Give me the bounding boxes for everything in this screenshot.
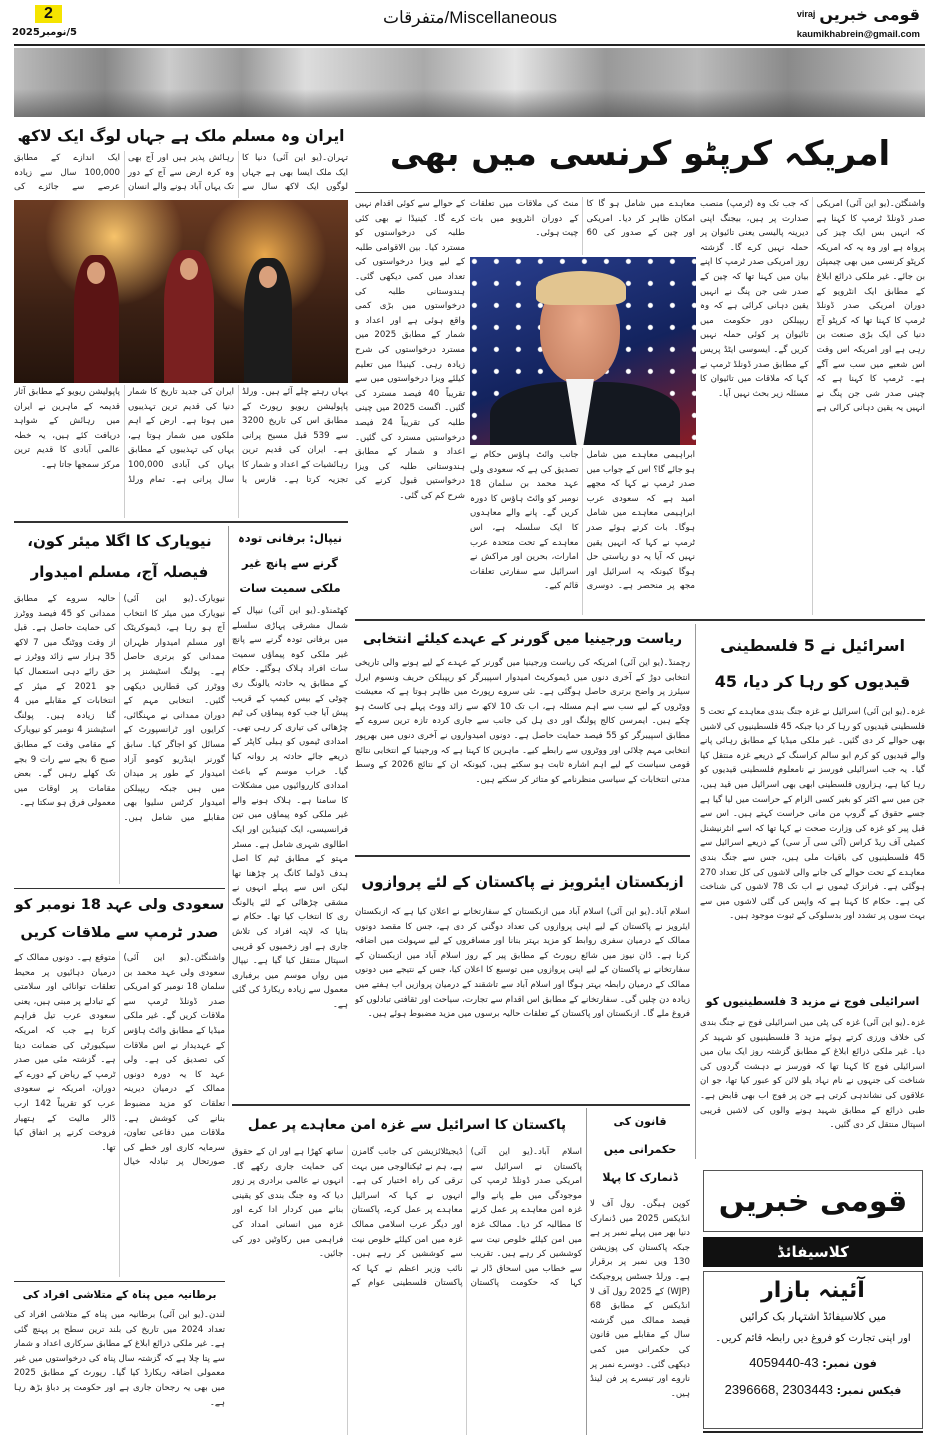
trump-headline: امریکہ کرپٹو کرنسی میں بھی [389, 134, 891, 174]
divider [14, 521, 348, 523]
ad-logo-text: قومی خبریں [718, 1183, 908, 1219]
column-rule [586, 1108, 587, 1435]
divider [14, 888, 225, 889]
trump-body-right: واشنگٹن۔(یو این آئی) امریکی صدر ڈونلڈ ٹرمپ کا کہنا ہے کہ انہیں بس ایک چیز کی پرواہ ہے اور وہ یہ کہ امریکہ کرپٹو کرنسی میں بھی چیمپئن بن جائے۔ غیر ملکی ذرائع ابلاغ کے مطابق ایک انٹرویو کے دوران امریکی صدر ڈونلڈ ٹرمپ کا کہنا تھا کہ کرپٹو آج دنیا کی ایک بڑی صنعت بن رہی ہے اور امریکہ اس وقت اس شعبے میں سب سے آگے ہے۔ ٹرمپ کا کہنا ہے کہ چینی صدر شی جن پنگ نے انہیں یہ یقین دہانی کرائی ہے کہ جب تک وہ (ٹرمپ) منصب صدارت پر ہیں، بیجنگ اپنی دیرینہ پالیسی یعنی تائیوان پر حملہ نہیں کرے گا۔ گزشتہ روز امریکی صدر ٹرمپ کا اپنے بیان میں کہنا تھا کہ چین کے صدر شی جن پنگ نے انہیں یقین دہانی کرائی ہے کہ وہ ریپبلکن دور حکومت میں تائیوان پر کوئی حملہ نہیں کریں گے۔ ایسوسی ایٹڈ پریس کے مطابق صدر ڈونلڈ ٹرمپ نے کہا کہ ملاقات میں تائیوان کا مسئلہ زیر بحث نہیں آیا۔ [700, 199, 925, 414]
iran-headline: ایران وہ مسلم ملک ہے جہاں لوگ ایک لاکھ [17, 127, 345, 145]
israel-prisoners-headline: اسرائیل نے 5 فلسطینی قیدیوں کو رہا کر دیا، 45 [714, 636, 911, 691]
column-rule [228, 526, 229, 1106]
nepal-body: کھٹمنڈو۔(یو این آئی) نیپال کے شمال مشرقی پہاڑی سلسلے میں برفانی تودہ گرنے سے پانچ غیر ملکی کوہ پیماؤں سمیت سات افراد ہلاک ہوگئے۔ حکام کے مطابق یہ حادثہ یالونگ ری چوٹی کے بیس کیمپ کے قریب پیش آیا جب کوہ پیماؤں کی ٹیم چڑھائی کی تیاری کر رہی تھی۔ امدادی ٹیموں کو ہیلی کاپٹر کے ذریعے جائے حادثہ پر روانہ کیا گیا۔ خراب موسم کے باعث امدادی کارروائیوں میں مشکلات کا سامنا ہے۔ ہلاک ہونے والے غیر ملکی کوہ پیماؤں میں تین فرانسیسی، ایک کینیڈین اور ایک اطالوی شہری شامل ہے۔ مسٹر مہتو کے مطابق ٹیم کا اصل ہدف ڈولما کانگ پر چڑھنا تھا لیکن اس سے پہلے انہوں نے مشقی چڑھائی کے لئے یالونگ ری کا انتخاب کیا تھا۔ حکام نے بتایا کہ لاپتہ افراد کی تلاش جاری ہے اور زخمیوں کو قریبی اسپتال منتقل کیا گیا ہے۔ نیپال میں رواں موسم میں برفباری معمول سے زیادہ ریکارڈ کی گئی ہے۔ [232, 606, 348, 1011]
ad-fax-label: فیکس نمبر: [836, 1384, 902, 1397]
denmark-headline: قانون کی حکمرانی میں ڈنمارک کا پہلا [602, 1115, 678, 1184]
trump-body-mid-top: معاہدے میں شامل ہو گا کا امکان ظاہر کر دیا۔ امریکی اور چین کے صدور کی 60 منٹ کی ملاقات میں تعلقات کے دوران انٹرویو میں بات چیت ہوئی۔ [470, 199, 695, 239]
classified-ad [703, 1170, 923, 1433]
trump-photo [470, 257, 696, 445]
ad-box [703, 1271, 923, 1429]
ad-logo [703, 1170, 923, 1232]
virginia-headline: ریاست ورجینیا میں گورنر کے عہدے کیلئے انتخابی [362, 631, 683, 647]
ad-title: آئینہ بازار [761, 1278, 865, 1303]
divider [14, 1281, 225, 1282]
ad-fax-number: 2396668, 2303443 [724, 1382, 834, 1397]
ad-fax [704, 1377, 922, 1404]
gaza-peace-body: اسلام آباد۔(یو این آئی) پاکستان نے اسرائیل سے امریکی صدر ڈونلڈ ٹرمپ کی موجودگی میں طے پانے والے غزہ امن معاہدے پر عمل کرنے کا مطالبہ کر دیا۔ ممالک غزہ میں امن کیلئے خلوص نیت سے کوششیں کر رہے ہیں۔ تقریب سے خطاب میں اسحاق ڈار نے کہا کہ حکومت پاکستان ڈیجیٹلائزیشن کی جانب گامزن ہے، ہم نے ٹیکنالوجی میں بہت ترقی کی راہ اختیار کی ہے۔ انہوں نے کہا کہ اسرائیل معاہدے پر عمل کرے، پاکستان اور دیگر عرب اسلامی ممالک غزہ میں امن کیلئے خلوص نیت سے کوششیں کر رہے ہیں۔ نائب وزیر اعظم نے کہا کہ پاکستان فلسطینی عوام کے ساتھ کھڑا ہے اور ان کے حقوق کی حمایت جاری رکھے گا۔ انہوں نے عالمی برادری پر زور دیا کہ وہ جنگ بندی کو یقینی بنانے میں کردار ادا کرے اور غزہ میں انسانی امداد کی فراہمی میں رکاوٹیں دور کی جائیں۔ [232, 1147, 582, 1289]
divider [355, 192, 925, 193]
ad-phone-number: 4059440-43 [749, 1355, 819, 1370]
newyork-headline: نیویارک کا اگلا میئر کون، فیصلہ آج، مسلم امیدوار [27, 532, 212, 581]
saudi-headline: سعودی ولی عہد 18 نومبر کو صدر ٹرمپ سے ملاقات کریں [14, 897, 225, 941]
iran-market-photo [14, 200, 348, 383]
israel-army-body: غزہ۔(یو این آئی) غزہ کی پٹی میں اسرائیلی فوج نے جنگ بندی کی خلاف ورزی کرتے ہوئے مزید 3 فلسطینیوں کو شہید کر دیا۔ غیر ملکی ذرائع ابلاغ کے مطابق گزشتہ روز ایک بیان میں اسرائیلی فوج کا کہنا تھا کہ فورسز نے دہشت گردوں کی شناخت کی جنہوں نے نام نہاد یلو لائن کو عبور کیا تھا، جو ان علاقوں کی نشاندہی کرتی ہے جن پر فوج اب بھی قابض ہے۔ طبی ذرائع کے مطابق شہید ہونے والوں کی لاشیں قریبی اسپتال منتقل کر دی گئیں۔ [700, 1018, 925, 1131]
contact-email: kaumikhabrein@gmail.com [796, 29, 920, 40]
column-rule [695, 624, 696, 1159]
saudi-body: واشنگٹن۔(یو این آئی) سعودی ولی عہد محمد بن سلمان 18 نومبر کو امریکی صدر ڈونلڈ ٹرمپ سے ملاقات کریں گے۔ غیر ملکی میڈیا کے مطابق وائٹ ہاؤس کے عہدیدار نے اس ملاقات کی تصدیق کی ہے۔ ولی عہد کا یہ دورہ دونوں ممالک کے درمیان دیرینہ تعلقات کو مزید مضبوط بنانے کی کوشش ہے۔ ملاقات میں دفاعی تعاون، سرمایہ کاری اور خطے کی صورتحال پر تبادلہ خیال متوقع ہے۔ دونوں ممالک کے درمیان دہائیوں پر محیط تعلقات توانائی اور سلامتی کے تبادلے پر مبنی ہیں، یعنی سعودی عرب تیل فراہم کرتا ہے جب کہ امریکہ سیکیورٹی کی ضمانت دیتا ہے۔ گزشتہ مئی میں صدر ٹرمپ کے ریاض کے دورے کے دوران، امریکہ نے سعودی عرب کو تقریباً 142 ارب ڈالر مالیت کے ہتھیار فروخت کرنے پر اتفاق کیا تھا۔ [14, 953, 225, 1168]
israel-army-headline: اسرائیلی فوج نے مزید 3 فلسطینیوں کو [705, 995, 920, 1008]
ad-phone-label: فون نمبر: [822, 1357, 877, 1370]
gaza-peace-headline: پاکستان کا اسرائیل سے غزہ امن معاہدے پر عمل [247, 1117, 567, 1133]
newyork-body: نیویارک۔(یو این آئی) نیویارک میں میئر کا انتخاب آج ہو رہا ہے، ڈیموکریٹک اور مسلم امیدوار ظہران ممدانی کو برتری حاصل ہے۔ پولنگ اسٹیشنز پر ووٹرز کی قطاریں دیکھی گئیں۔ انتخابی مہم کے دوران ممدانی نے مہنگائی، کرایوں اور ٹرانسپورٹ کے مسائل کو اجاگر کیا۔ سابق گورنر اینڈریو کومو آزاد امیدوار کے طور پر میدان میں ہیں جبکہ ریپبلکن امیدوار کرٹس سلیوا بھی مقابلے میں شامل ہیں۔ حالیہ سروے کے مطابق ممدانی کو 45 فیصد ووٹرز کی حمایت حاصل ہے۔ قبل از وقت ووٹنگ میں 7 لاکھ 35 ہزار سے زائد ووٹرز نے حق رائے دہی استعمال کیا جو 2021 کے میئر کے انتخابات کے مقابلے میں 4 گنا زیادہ ہیں۔ پولنگ اسٹیشنز 4 نومبر کو نیویارک کے مقامی وقت کے مطابق صبح 6 بجے سے رات 9 بجے تک کھلے رہیں گے۔ بعض مقامات پر اوقات میں معمولی فرق ہو سکتا ہے۔ [14, 594, 225, 823]
divider [355, 619, 925, 621]
header-rule [14, 44, 925, 46]
denmark-body: کوپن ہیگن۔ رول آف لا انڈیکس 2025 میں ڈنمارک دنیا بھر میں پہلے نمبر پر ہے جبکہ پاکستان کی پوزیشن 130 ویں نمبر پر برقرار ہے۔ ورلڈ جسٹس پروجیکٹ (WJP) کے 2025 رول آف لا انڈیکس کے مطابق 68 فیصد ممالک میں گزشتہ سال کے مقابلے میں قانون کی حکمرانی میں کمی دیکھی گئی۔ دوسرے نمبر پر ناروے اور تیسرے پر فن لینڈ ہیں۔ [590, 1199, 690, 1399]
uzbekistan-body: اسلام آباد۔(یو این آئی) اسلام آباد میں ازبکستان کے سفارتخانے نے اعلان کیا ہے کہ ازبکستان ایئرویز نے پاکستان کے لیے اپنی پروازوں کی تعداد دوگنی کر دی ہے، جس کا مقصد دونوں ممالک کے درمیان سفری روابط کو مزید بہتر بنانا اور مسافروں کے لیے سہولت میں اضافہ کرنا ہے۔ ڈان نیوز میں شائع رپورٹ کے مطابق پیر کے روز اسلام آباد میں ازبکستان کے سفارتخانے نے پاکستان کے لیے اپنی پروازوں میں توسیع کا اعلان کیا، جس کے نتیجے میں دونوں ممالک کے درمیان رابطہ بہتر ہوگا اور اسلام آباد سے تاشقند کے درمیان پروازیں اب ہفتے میں زیادہ دن چلیں گی۔ سفارتخانے کے مطابق اس اقدام سے تجارت، سیاحت اور ثقافتی تبادلوں کو فروغ ملے گا۔ ازبکستان اور پاکستان کے تعلقات حالیہ برسوں میں مزید مضبوط ہوئے ہیں۔ [355, 907, 690, 1020]
portrait-hair [536, 271, 626, 305]
divider [232, 1104, 690, 1106]
israel-prisoners-body: غزہ۔(یو این آئی) اسرائیل نے غزہ جنگ بندی معاہدے کے تحت 5 فلسطینی قیدیوں کو رہا کر دیا جبکہ 45 فلسطینیوں کی لاشیں بھی حوالے کر دی گئیں۔ غیر ملکی میڈیا کے مطابق رہائی پانے والے قیدیوں کو کرم ابو سالم کراسنگ کے ذریعے غزہ منتقل کیا گیا۔ یہ جب اسرائیلی فورسز نے نامعلوم فلسطینی قیدیوں کو رہا کیا ہے، ہزاروں فلسطینی ابھی بھی اسرائیل میں قید ہیں، جن میں سے اکثر کو بغیر کسی الزام کے حراست میں لیا گیا ہے جسے حقوق کے گروپ من مانی حراست کہتے ہیں۔ اس سے قبل پیر کو غزہ کی وزارت صحت نے کہا تھا کہ اسے انٹرنیشنل کمیٹی آف ریڈ کراس (آئی سی آر سی) کے ذریعے اسرائیل سے 45 فلسطینیوں کی باقیات ملی ہیں، جس سے جنگ بندی معاہدے کے تحت حوالے کی جانے والی لاشوں کی کل تعداد 270 ہوگئی ہے۔ فرانزک ٹیموں نے اب تک 78 لاشوں کی شناخت کی ہے۔ حکام کا کہنا ہے کہ واپس کی گئی لاشوں میں سے بہت سوں پر تشدد اور بدسلوکی کے ثبوت موجود ہیں۔ [700, 707, 925, 922]
trump-body-mid-bottom: ابراہیمی معاہدے میں شامل ہو جائے گا؟ اس کے جواب میں صدر ٹرمپ نے کہا کہ مجھے امید ہے کہ سعودی عرب ابراہیمی معاہدے میں شامل ہوگا۔ بات کرتے ہوئے صدر ٹرمپ نے کہا کہ انہیں یقین نہیں کہ آیا یہ دو ریاستی حل ہوگا کیونکہ یہ اسرائیل اور مجھ پر منحصر ہے۔ دوسری جانب وائٹ ہاؤس حکام نے تصدیق کی ہے کہ سعودی ولی عہد محمد بن سلمان 18 نومبر کو وائٹ ہاؤس کا دورہ کریں گے۔ پانے والے معاہدوں کا ایک سلسلہ ہے، اس معاہدے کے تحت متحدہ عرب امارات، بحرین اور مراکش نے اسرائیل سے سفارتی تعلقات قائم کیے۔ [470, 450, 695, 592]
ad-phone [704, 1350, 922, 1377]
logo-text: قومی خبریں [819, 4, 920, 24]
viraj-brand-mark: viraj [796, 9, 816, 19]
heritage-banner-image [14, 48, 925, 117]
iran-body-bottom: یہاں رہتے چلے آئے ہیں۔ ورلڈ پاپولیشن ریویو رپورٹ کے مطابق اس کی تاریخ 3200 سے 539 قبل مسیح پرانی ہے۔ ایران کی قدیم ترین رہائشیات کے اعداد و شمار کا تجزیہ کرتا ہے۔ فارس یا ایران کی جدید تاریخ کا شمار دنیا کی قدیم ترین تہذیبوں میں ہوتا ہے۔ ارض کے اہم ملکوں میں شمار ہوتا ہے، یہاں کی تہذیبوں کے مطابق یہاں کی آبادی 100,000 سال پرانی ہے۔ تمام ورلڈ پاپولیشن ریویو کے مطابق آثار قدیمہ کے ماہرین نے ایران میں رہائش کے شواہد دریافت کئے ہیں، یہ خطہ عالمی آبادی کا قدیم ترین مرکز سمجھا جاتا ہے۔ [14, 387, 348, 485]
uk-body: لندن۔(یو این آئی) برطانیہ میں پناہ کے متلاشی افراد کی تعداد 2024 میں تاریخ کی بلند ترین سطح پر پہنچ گئی ہے۔ غیر ملکی ذرائع ابلاغ کے مطابق سرکاری اعداد و شمار سے پتا چلا ہے کہ گزشتہ سال پناہ کی درخواستوں میں غیر معمولی اضافہ ریکارڈ کیا گیا۔ رپورٹ کے مطابق 2025 میں بھی یہ رجحان جاری ہے اور حکومت پر دباؤ بڑھ رہا ہے۔ [14, 1310, 225, 1408]
ad-line-2: اور اپنی تجارت کو فروغ دیں رابطہ قائم کریں۔ [715, 1333, 911, 1344]
uk-headline: برطانیہ میں پناہ کے متلاشی افراد کی [22, 1289, 217, 1301]
ad-section-banner: کلاسیفائڈ [703, 1237, 923, 1267]
masthead-logo [770, 2, 920, 26]
section-title: متفرقات/Miscellaneous [383, 8, 557, 27]
virginia-body: رچمنڈ۔(یو این آئی) امریکہ کی ریاست ورجینیا میں گورنر کے عہدے کے لیے ہونے والی تاریخی انتخابی دوڑ کے آخری دنوں میں ڈیموکریٹ امیدوار اسپیبرگر کو ریپبلکن حریف ونسوم ایرل سیئرز پر واضح برتری حاصل ہوگئی ہے۔ نئی سروے رپورٹ میں ظاہر ہوتا ہے کہ معیشت ووٹروں کے لیے سب سے اہم مسئلہ ہے، اب تک 10 لاکھ سے زائد ووٹ پہلے ہی کاسٹ ہو چکے ہیں۔ ایمرسن کالج پولنگ اور دی ہل کی جانب سے جاری کردہ تازہ ترین سروے کے مطابق اسپیبرگر کو 55 فیصد حمایت حاصل ہے۔ دونوں امیدواروں نے آخری دنوں میں بھرپور انتخابی مہم چلائی اور ووٹروں سے رابطے کیے۔ ماہرین کا کہنا ہے کہ ورجینیا کے انتخابی نتائج قومی سیاست کے لیے اہم اشارہ ثابت ہو سکتے ہیں، کیونکہ ان کے نتائج 2026 کے وسط مدتی انتخابات کے سیاسی منظرنامے کو متاثر کر سکتے ہیں۔ [355, 658, 690, 785]
ad-line-1: میں کلاسیفائڈ اشتہار بک کرائیں [739, 1310, 887, 1323]
nepal-headline: نیپال: برفانی تودہ گرنے سے پانچ غیر ملکی سمیت سات [237, 531, 343, 595]
iran-body-top: تہران۔(یو این آئی) دنیا کا ایک ملک ایسا بھی ہے جہاں لوگوں ایک لاکھ سال سے رہائش پذیر ہیں اور آج بھی وہ کرہ ارض سے آج کے دور تک یہاں آباد ہونے والے انسان ایک اندازے کے مطابق 100,000 سال سے زیادہ عرصے سے جائزے کی [14, 153, 348, 193]
uzbekistan-headline: ازبکستان ایئرویز نے پاکستان کے لئے پروازوں [361, 873, 684, 891]
divider [355, 855, 690, 857]
issue-date: 5/نومبر2025 [12, 27, 77, 38]
page-number-badge: 2 [35, 5, 62, 23]
trump-body-left: کے حوالے سے کوئی اقدام نہیں کرے گا۔ کینیڈا نے بھی کئی طلبہ کی درخواستوں کو مسترد کیا۔ بین الاقوامی طلبہ کے لیے ویزا درخواستوں کی تعداد میں کمی دیکھی گئی۔ ہندوستانی طلبہ کی درخواستوں میں بڑی کمی واقع ہوئی ہے اور اعداد و شمار کے مطابق 2025 میں مسترد درخواستوں کی شرح زیادہ رہی۔ کینیڈا میں تعلیم کیلئے ویزا درخواستوں میں سے تقریباً 40 فیصد مسترد کی گئیں۔ اگست 2025 میں چینی طلبہ کی تقریباً 24 فیصد درخواستیں مسترد کی گئیں۔ اعداد و شمار کے مطابق ہندوستانی طلبہ کی ویزا درخواستیں قبول کرنے کی شرح کم کی گئی۔ [355, 199, 465, 501]
